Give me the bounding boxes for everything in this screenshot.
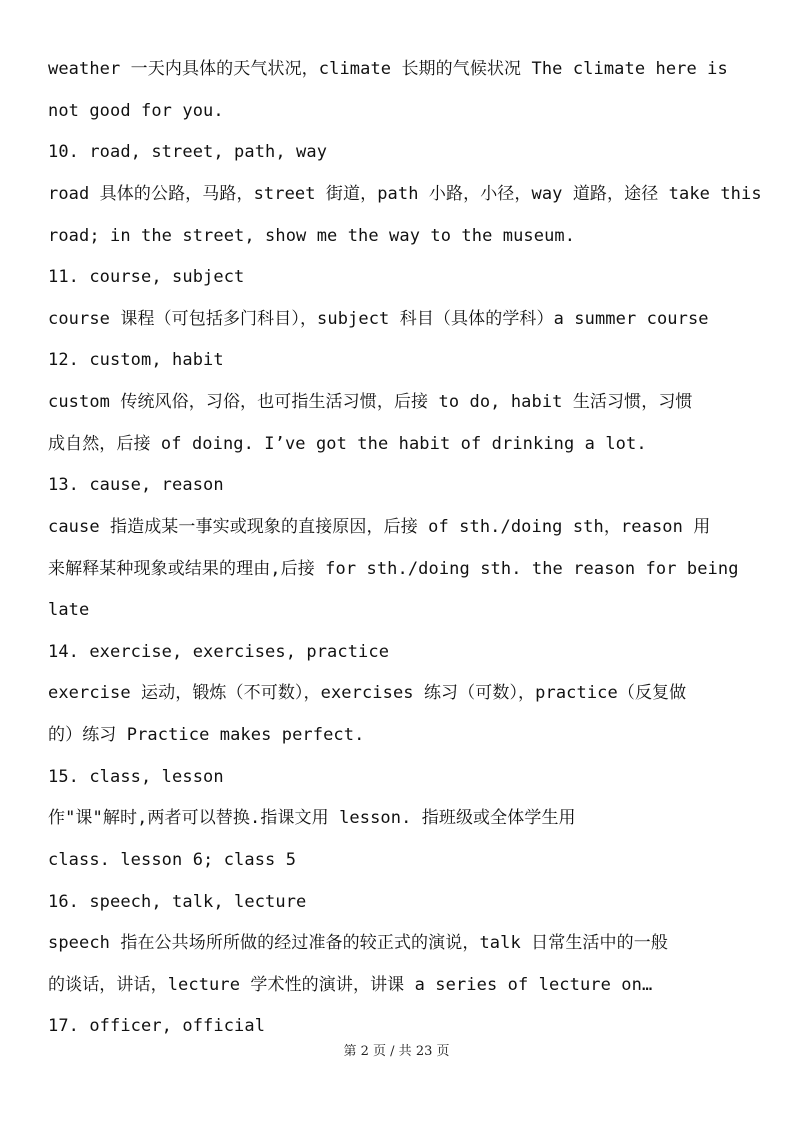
text-line: 10. road, street, path, way (48, 142, 328, 162)
text-line: custom 传统风俗，习俗，也可指生活习惯，后接 to do, habit 生活习惯，习惯 (48, 392, 693, 412)
text-line: exercise 运动，锻炼（不可数），exercises 练习（可数），practice（反复做 (48, 683, 687, 703)
text-line: road; in the street, show me the way to the museum. (48, 226, 576, 246)
text-line: 成自然，后接 of doing. I’ve got the habit of drinking a lot. (48, 434, 647, 454)
text-line: speech 指在公共场所所做的经过准备的较正式的演说，talk 日常生活中的一般 (48, 933, 668, 953)
text-line: 15. class, lesson (48, 767, 224, 787)
text-line: road 具体的公路，马路，street 街道，path 小路，小径，way 道路，途径 take this (48, 184, 762, 204)
text-line: cause 指造成某一事实或现象的直接原因，后接 of sth./doing sth，reason 用 (48, 517, 711, 537)
text-line: course 课程（可包括多门科目），subject 科目（具体的学科）a summer course (48, 309, 709, 329)
text-line: late (48, 600, 90, 620)
text-line: 来解释某种现象或结果的理由,后接 for sth./doing sth. the reason for being (48, 559, 739, 579)
text-line: not good for you. (48, 101, 224, 121)
page-number-footer: 第 2 页 / 共 23 页 (343, 1044, 450, 1059)
text-line: 17. officer, official (48, 1016, 266, 1036)
text-line: 的谈话，讲话，lecture 学术性的演讲，讲课 a series of lecture on… (48, 975, 653, 995)
text-line: class. lesson 6; class 5 (48, 850, 297, 870)
text-line: 11. course, subject (48, 267, 245, 287)
text-line: 16. speech, talk, lecture (48, 892, 307, 912)
text-line: 12. custom, habit (48, 350, 224, 370)
text-line: 的）练习 Practice makes perfect. (48, 725, 365, 745)
text-line: 13. cause, reason (48, 475, 224, 495)
text-line: 14. exercise, exercises, practice (48, 642, 390, 662)
text-line: 作"课"解时,两者可以替换.指课文用 lesson. 指班级或全体学生用 (48, 808, 576, 828)
text-line: weather 一天内具体的天气状况，climate 长期的气候状况 The climate here is (48, 59, 728, 79)
